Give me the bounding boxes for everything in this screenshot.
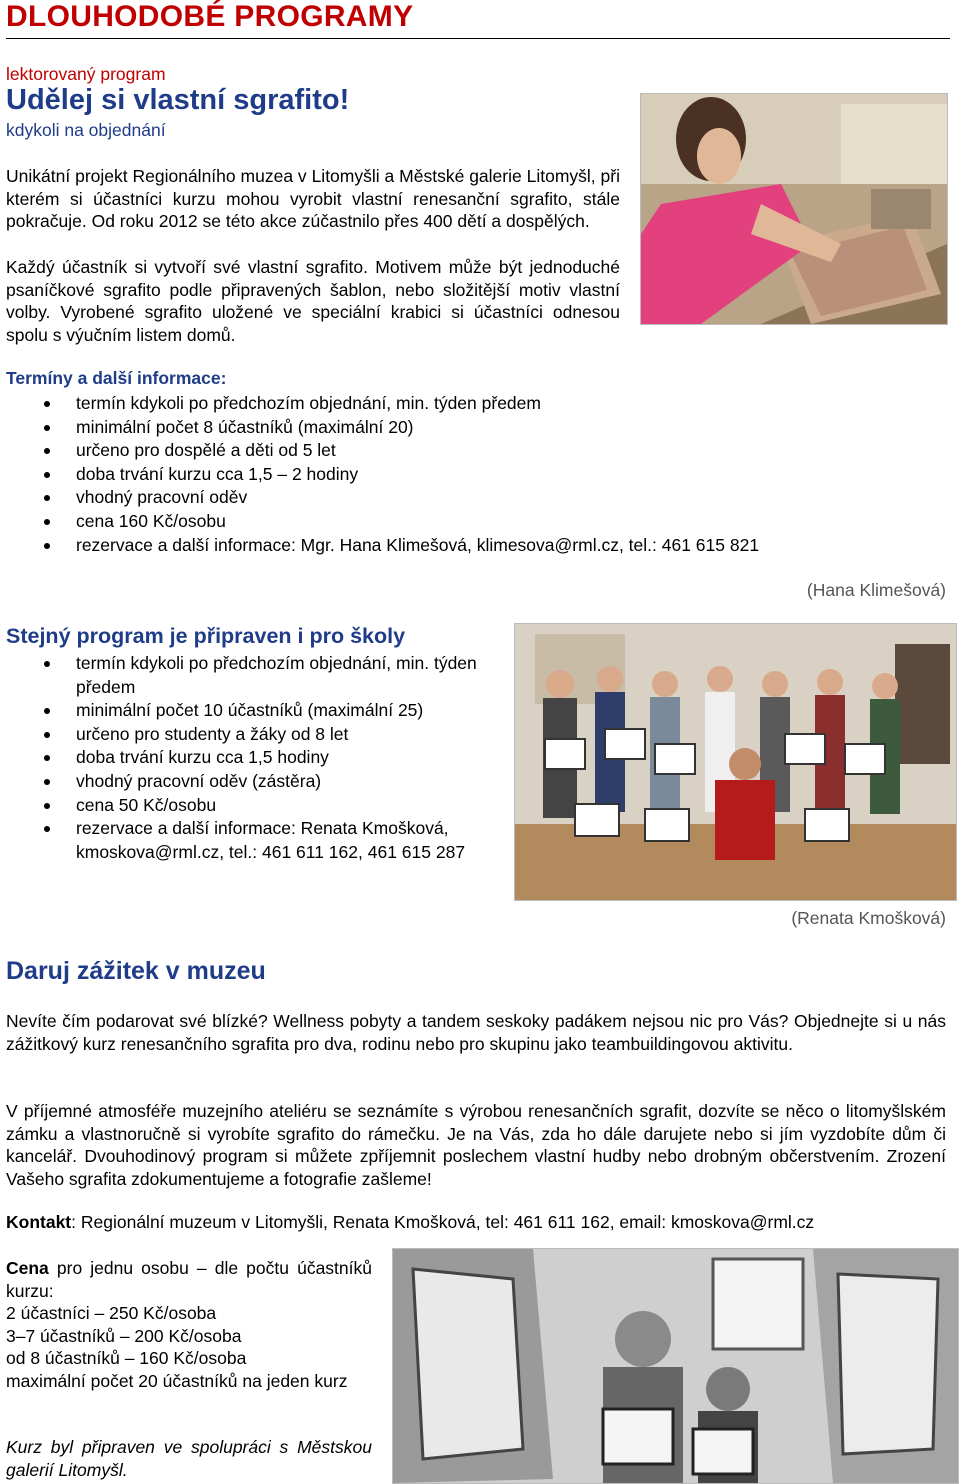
group-photo [514, 623, 957, 901]
list-item: doba trvání kurzu cca 1,5 hodiny [6, 746, 496, 770]
info-heading: Termíny a další informace: [6, 368, 227, 388]
header-divider [6, 38, 950, 39]
price-block [6, 1257, 372, 1392]
list-item: termín kdykoli po předchozím objednání, min. týden předem [6, 392, 906, 416]
list-item: doba trvání kurzu cca 1,5 – 2 hodiny [6, 463, 906, 487]
program-label: lektorovaný program [6, 64, 166, 84]
info-list [6, 392, 906, 557]
price-line: maximální počet 20 účastníků na jeden kurz [6, 1370, 348, 1391]
list-item: minimální počet 10 účastníků (maximální 25) [6, 699, 496, 723]
intro-paragraph: Unikátní projekt Regionálního muzea v Litomyšli a Městské galerie Litomyšl, při kterém si účastníci kurzu mohou vyrobit vlastní renesanční sgrafito, stále pokračuje. Od roku 2012 se této akce zúčastnilo přes 400 dětí a dospělých. [6, 166, 620, 232]
list-item: cena 160 Kč/osobu [6, 510, 906, 534]
price-label: Cena [6, 1258, 49, 1278]
contact-label: Kontakt [6, 1212, 72, 1232]
list-item: určeno pro dospělé a děti od 5 let [6, 439, 906, 463]
page-header: DLOUHODOBÉ PROGRAMY [6, 0, 414, 33]
detail-paragraph: Každý účastník si vytvoří své vlastní sgrafito. Motivem může být jednoduché psaníčkové sgrafito podle připravených šablon, nebo složitější motiv vlastní volby. Vyrobené sgrafito uložené ve speciální krabici si účastníci odnesou spolu s výučním listem domů. [6, 257, 620, 345]
list-item: rezervace a další informace: Renata Kmošková, kmoskova@rml.cz, tel.: 461 611 162, 461 615 287 [6, 817, 496, 864]
couple-photo [392, 1248, 959, 1484]
list-item: minimální počet 8 účastníků (maximální 20) [6, 416, 906, 440]
contact-text: : Regionální muzeum v Litomyšli, Renata Kmošková, tel: 461 611 162, email: kmoskova@rml.cz [71, 1212, 815, 1232]
section-title: Stejný program je připraven i pro školy [6, 624, 406, 648]
section-title: Daruj zážitek v muzeu [6, 957, 266, 985]
list-item: určeno pro studenty a žáky od 8 let [6, 723, 496, 747]
photo-credit: (Hana Klimešová) [806, 580, 946, 600]
program-subtitle: kdykoli na objednání [6, 120, 166, 140]
list-item: vhodný pracovní oděv (zástěra) [6, 770, 496, 794]
workshop-photo [640, 93, 948, 325]
list-item: vhodný pracovní oděv [6, 486, 906, 510]
program-title: Udělej si vlastní sgrafito! [6, 84, 350, 116]
contact-line [6, 1212, 951, 1233]
price-line: od 8 účastníků – 160 Kč/osoba [6, 1348, 247, 1368]
collaboration-note: Kurz byl připraven ve spolupráci s Městskou galerií Litomyšl. [6, 1437, 372, 1480]
list-item: rezervace a další informace: Mgr. Hana Klimešová, klimesova@rml.cz, tel.: 461 615 821 [6, 534, 906, 558]
gift-paragraph: Nevíte čím podarovat své blízké? Wellness pobyty a tandem seskoky padákem nejsou nic pro Vás? Objednejte si u nás zážitkový kurz renesančního sgrafita pro dva, rodinu nebo pro skupinu jako teambuildingovou aktivitu. [6, 1011, 946, 1054]
list-item: termín kdykoli po předchozím objednání, min. týden předem [6, 652, 496, 699]
atmosphere-paragraph: V příjemné atmosféře muzejního ateliéru se seznámíte s výrobou renesančních sgrafit, dozvíte se něco o litomyšlském zámku a vlastnoručně si vyrobíte sgrafito do rámečku. Je na Vás, zda ho dále darujete nebo si jím vyzdobíte dům či kancelář. Dvouhodinový program si můžete zpříjemnit poslechem vlastní hudby nebo drobným občerstvením. Zrození Vašeho sgrafita zdokumentujeme a fotografie zašleme! [6, 1101, 946, 1189]
school-info-list [6, 652, 496, 864]
price-intro: pro jednu osobu – dle počtu účastníků kurzu: [6, 1258, 372, 1301]
list-item: cena 50 Kč/osobu [6, 794, 496, 818]
photo-credit: (Renata Kmošková) [791, 908, 946, 928]
price-line: 3–7 účastníků – 200 Kč/osoba [6, 1325, 242, 1346]
price-line: 2 účastníci – 250 Kč/osoba [6, 1303, 217, 1323]
